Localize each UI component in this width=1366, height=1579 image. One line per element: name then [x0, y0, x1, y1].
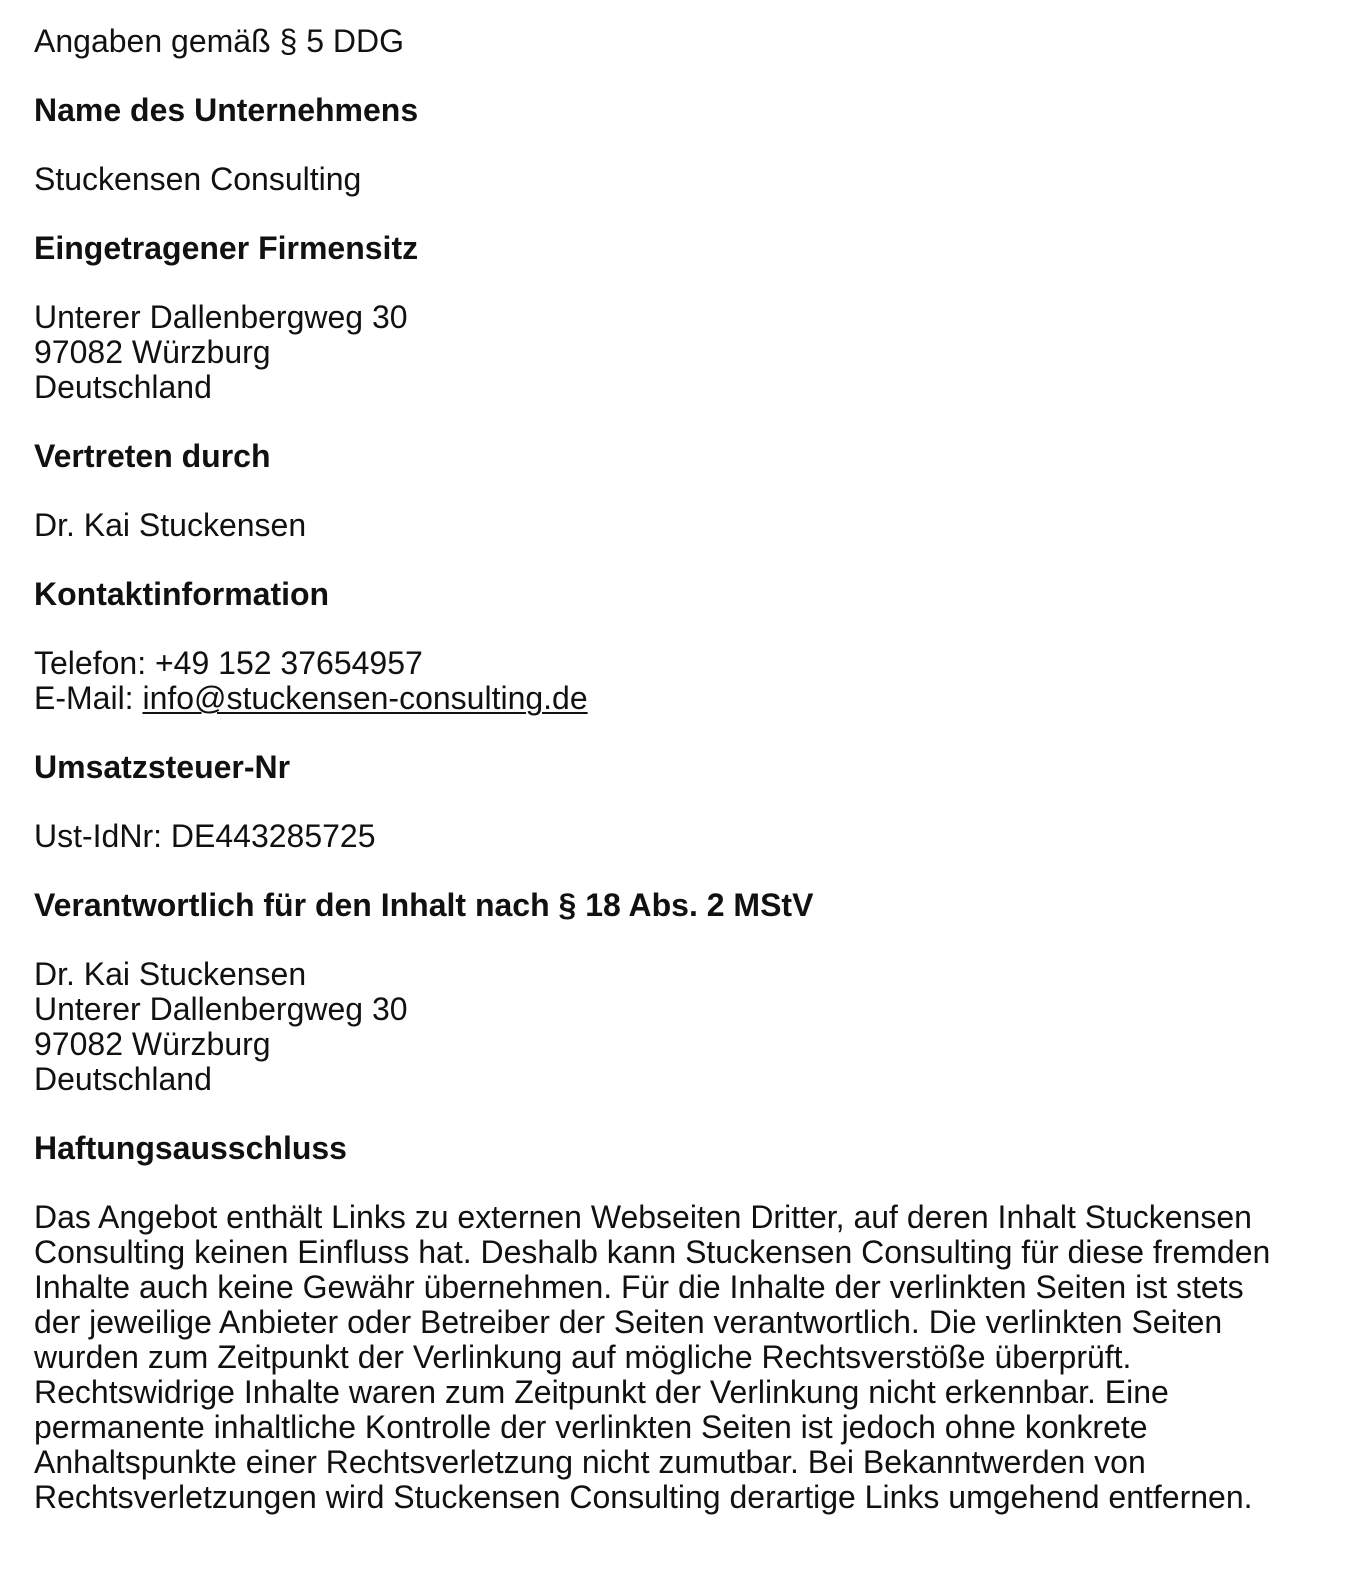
email-label: E-Mail:	[34, 680, 143, 716]
address-city: 97082 Würzburg	[34, 334, 271, 370]
responsible-block	[34, 957, 1344, 1097]
disclaimer-line: Rechtswidrige Inhalte waren zum Zeitpunkt der Verlinkung nicht erkennbar. Eine	[34, 1374, 1169, 1410]
responsible-country: Deutschland	[34, 1061, 212, 1097]
disclaimer-line: wurden zum Zeitpunkt der Verlinkung auf mögliche Rechtsverstöße überprüft.	[34, 1339, 1132, 1375]
address-street: Unterer Dallenbergweg 30	[34, 299, 408, 335]
represented-name: Dr. Kai Stuckensen	[34, 507, 307, 543]
company-heading: Name des Unternehmens	[34, 92, 419, 128]
email-line	[34, 681, 1344, 716]
contact-block	[34, 646, 1344, 716]
intro-text: Angaben gemäß § 5 DDG	[34, 23, 404, 59]
disclaimer-line: Inhalte auch keine Gewähr übernehmen. Für die Inhalte der verlinkten Seiten ist stets	[34, 1269, 1244, 1305]
disclaimer-line: Das Angebot enthält Links zu externen Webseiten Dritter, auf deren Inhalt Stuckensen	[34, 1199, 1252, 1235]
disclaimer-text	[34, 1200, 1344, 1515]
disclaimer-heading: Haftungsausschluss	[34, 1130, 347, 1166]
responsible-street: Unterer Dallenbergweg 30	[34, 991, 408, 1027]
company-name: Stuckensen Consulting	[34, 161, 362, 197]
vat-heading: Umsatzsteuer-Nr	[34, 749, 291, 785]
disclaimer-line: permanente inhaltliche Kontrolle der verlinkten Seiten ist jedoch ohne konkrete	[34, 1409, 1148, 1445]
disclaimer-line: Consulting keinen Einfluss hat. Deshalb kann Stuckensen Consulting für diese fremden	[34, 1234, 1271, 1270]
disclaimer-line: Rechtsverletzungen wird Stuckensen Consulting derartige Links umgehend entfernen.	[34, 1479, 1253, 1515]
disclaimer-line: Anhaltspunkte einer Rechtsverletzung nicht zumutbar. Bei Bekanntwerden von	[34, 1444, 1146, 1480]
responsible-city: 97082 Würzburg	[34, 1026, 271, 1062]
represented-heading: Vertreten durch	[34, 438, 271, 474]
seat-address	[34, 300, 1344, 405]
contact-heading: Kontaktinformation	[34, 576, 330, 612]
responsible-name: Dr. Kai Stuckensen	[34, 956, 307, 992]
disclaimer-line: der jeweilige Anbieter oder Betreiber der Seiten verantwortlich. Die verlinkten Seiten	[34, 1304, 1223, 1340]
vat-id: Ust-IdNr: DE443285725	[34, 818, 376, 854]
responsible-heading: Verantwortlich für den Inhalt nach § 18 Abs. 2 MStV	[34, 887, 814, 923]
phone-line: Telefon: +49 152 37654957	[34, 645, 423, 681]
email-link[interactable]: info@stuckensen-consulting.de	[142, 680, 588, 716]
imprint-page	[34, 24, 1344, 1515]
seat-heading: Eingetragener Firmensitz	[34, 230, 419, 266]
address-country: Deutschland	[34, 369, 212, 405]
